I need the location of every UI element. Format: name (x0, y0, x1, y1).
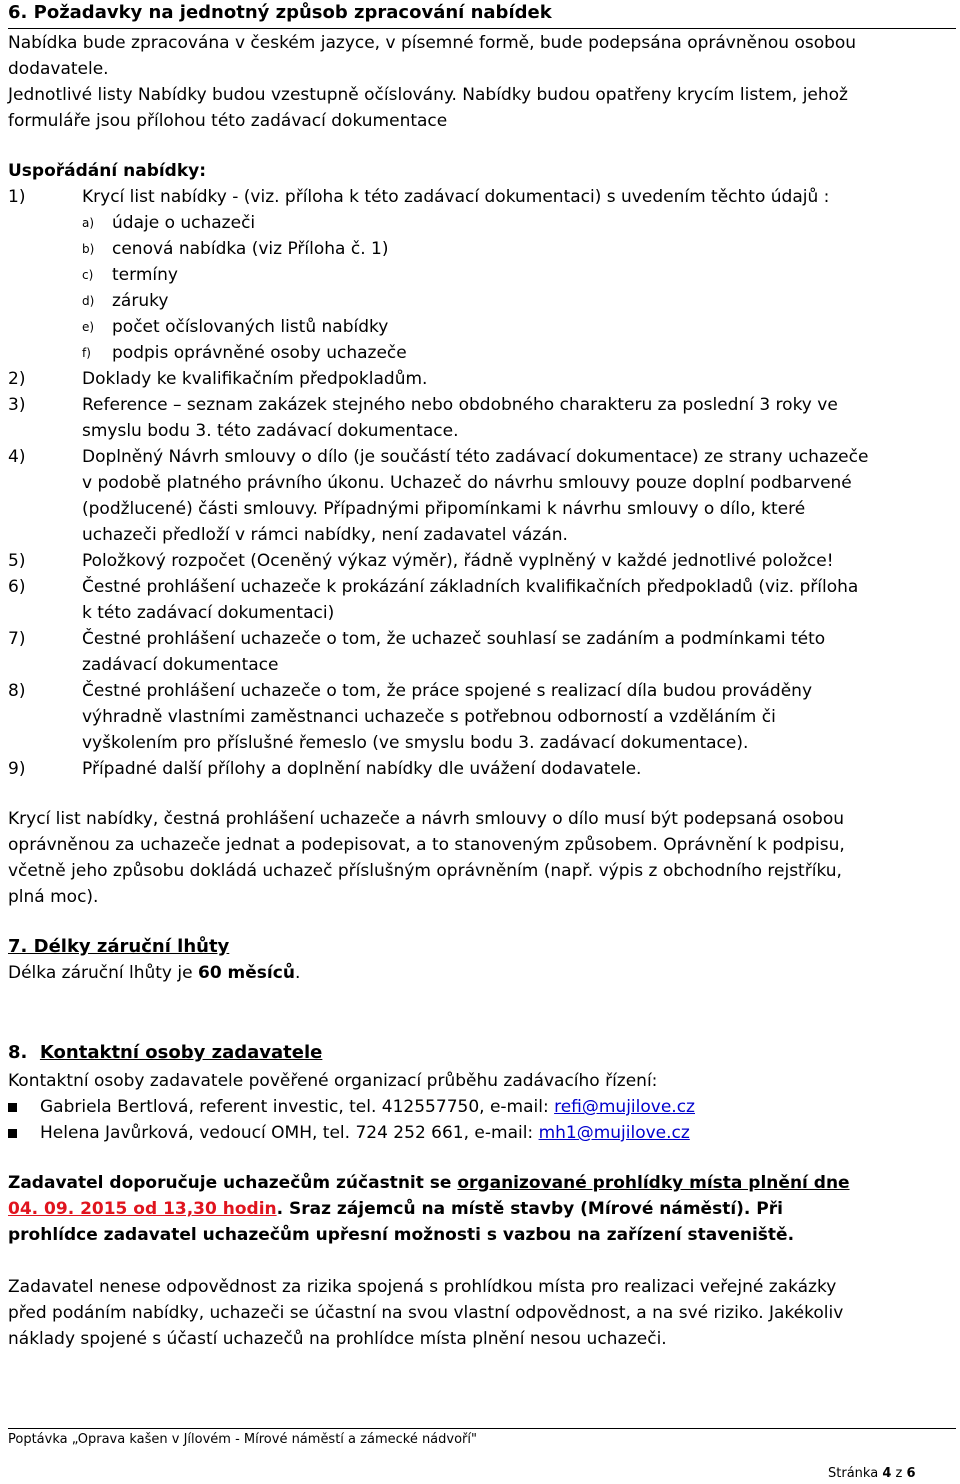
list-item-4-cont-2: (podžlucené) části smlouvy. Případnými připomínkami k návrhu smlouvy o dílo, které (82, 499, 806, 519)
section-rule (8, 28, 956, 29)
email-link-mh1[interactable]: mh1@mujilove.cz (538, 1123, 690, 1143)
list-item-4-cont-3: uchazeči předloží v rámci nabídky, není zadavatel vázán. (82, 525, 568, 545)
item-number: 1) (8, 187, 26, 207)
inspection-date: 04. 09. 2015 od 13,30 hodin (8, 1199, 277, 1219)
footer-rule (8, 1428, 956, 1429)
sub-text: počet očíslovaných listů nabídky (112, 317, 389, 337)
bullet-icon (8, 1129, 17, 1138)
intro-line-1: Nabídka bude zpracována v českém jazyce, v písemné formě, bude podepsána oprávněnou osobou (8, 33, 857, 53)
item-number: 4) (8, 447, 26, 467)
arrangement-heading: Uspořádání nabídky: (8, 161, 207, 181)
item-number: 2) (8, 369, 26, 389)
sub-label: c) (82, 268, 94, 282)
list-item-3 (8, 392, 838, 418)
section-8-title (8, 1040, 322, 1066)
list-item-4 (8, 444, 868, 470)
sub-item-e (82, 314, 388, 340)
sub-item-b (82, 236, 388, 262)
item-number: 5) (8, 551, 26, 571)
list-item-4-cont-1: v podobě platného právního úkonu. Uchazeč do návrhu smlouvy pouze doplní podbarvené (82, 473, 852, 493)
section-8-number: 8. (8, 1042, 28, 1063)
list-item-6 (8, 574, 858, 600)
section-7-title: 7. Délky záruční lhůty (8, 936, 230, 957)
item-text: Krycí list nabídky - (viz. příloha k této zadávací dokumentaci) s uvedením těchto údajů : (82, 187, 830, 207)
list-item-8-cont-2: vyškolením pro příslušné řemeslo (ve smyslu bodu 3. zadávací dokumentace). (82, 733, 749, 753)
inspection-line-1 (8, 1170, 850, 1196)
list-item-6-cont: k této zadávací dokumentaci) (82, 603, 335, 623)
sub-item-d (82, 288, 168, 314)
sub-item-f (82, 340, 407, 366)
sub-label: e) (82, 320, 95, 334)
item-number: 8) (8, 681, 26, 701)
item-text: Položkový rozpočet (Oceněný výkaz výměr), řádně vyplněný v každé jednotlivé položce! (82, 551, 834, 571)
contact-text: Helena Javůrková, vedoucí OMH, tel. 724 252 661, e-mail: (40, 1123, 539, 1143)
signature-paragraph-line-3: včetně jeho způsobu dokládá uchazeč příslušným oprávněním (např. výpis z obchodního rejstříku, (8, 861, 842, 881)
page-sep: z (891, 1466, 907, 1481)
list-item-9 (8, 756, 641, 782)
intro-line-2: dodavatele. (8, 59, 109, 79)
sub-text: údaje o uchazeči (112, 213, 256, 233)
intro-line-4: formuláře jsou přílohou této zadávací dokumentace (8, 111, 448, 131)
sub-text: cenová nabídka (viz Příloha č. 1) (112, 239, 389, 259)
contact-item-1 (8, 1094, 695, 1120)
item-text: Případné další přílohy a doplnění nabídky dle uvážení dodavatele. (82, 759, 642, 779)
list-item-3-cont: smyslu bodu 3. této zadávací dokumentace. (82, 421, 459, 441)
list-item-1 (8, 184, 829, 210)
item-number: 3) (8, 395, 26, 415)
signature-paragraph-line-2: oprávněnou za uchazeče jednat a podepisovat, a to stanoveným způsobem. Oprávnění k podpisu, (8, 835, 845, 855)
sub-item-a (82, 210, 255, 236)
intro-line-3: Jednotlivé listy Nabídky budou vzestupně očíslovány. Nabídky budou opatřeny krycím listem, jehož (8, 85, 848, 105)
section-8-heading: Kontaktní osoby zadavatele (39, 1042, 323, 1063)
item-number: 9) (8, 759, 26, 779)
sub-label: f) (82, 346, 91, 360)
sub-item-c (82, 262, 178, 288)
footer-title: Poptávka „Oprava kašen v Jílovém - Mírové náměstí a zámecké nádvoří" (8, 1432, 477, 1447)
sub-text: podpis oprávněné osoby uchazeče (112, 343, 407, 363)
list-item-7 (8, 626, 825, 652)
list-item-2 (8, 366, 427, 392)
page-label: Stránka (828, 1466, 883, 1481)
list-item-8-cont-1: výhradně vlastními zaměstnanci uchazeče s potřebnou odborností a vzděláním či (82, 707, 776, 727)
sub-label: d) (82, 294, 95, 308)
liability-line-3: náklady spojené s účastí uchazečů na prohlídce místa plnění nesou uchazeči. (8, 1329, 667, 1349)
page-current: 4 (882, 1466, 892, 1481)
sub-text: termíny (112, 265, 178, 285)
signature-paragraph-line-1: Krycí list nabídky, čestná prohlášení uchazeče a návrh smlouvy o dílo musí být podepsaná osobou (8, 809, 845, 829)
liability-line-1: Zadavatel nenese odpovědnost za rizika spojená s prohlídkou místa pro realizaci veřejné zakázky (8, 1277, 837, 1297)
sub-label: a) (82, 216, 95, 230)
warranty-text (8, 960, 300, 986)
warranty-text-pre: Délka záruční lhůty je (8, 963, 198, 983)
list-item-8 (8, 678, 812, 704)
item-text: Doplněný Návrh smlouvy o dílo (je součástí této zadávací dokumentace) ze strany uchazeče (82, 447, 869, 467)
item-text: Čestné prohlášení uchazeče o tom, že práce spojené s realizací díla budou prováděny (82, 681, 813, 701)
contact-item-2 (8, 1120, 690, 1146)
sub-label: b) (82, 242, 95, 256)
inspection-line-2 (8, 1196, 783, 1222)
contact-text: Gabriela Bertlová, referent investic, tel. 412557750, e-mail: (40, 1097, 555, 1117)
item-number: 7) (8, 629, 26, 649)
page-number (828, 1466, 916, 1481)
item-text: Čestné prohlášení uchazeče k prokázání základních kvalifikačních předpokladů (viz. příloha (82, 577, 859, 597)
contacts-intro: Kontaktní osoby zadavatele pověřené organizací průběhu zadávacího řízení: (8, 1071, 658, 1091)
inspection-meeting: . Sraz zájemců na místě stavby (Mírové náměstí). Při (276, 1199, 783, 1219)
item-text: Reference – seznam zakázek stejného nebo obdobného charakteru za poslední 3 roky ve (82, 395, 838, 415)
liability-line-2: před podáním nabídky, uchazeči se účastní na svou vlastní odpovědnost, a na své riziko. Jakékoliv (8, 1303, 844, 1323)
inspection-line-3: prohlídce zadavatel uchazečům upřesní možnosti s vazbou na zařízení staveniště. (8, 1225, 795, 1245)
item-text: Čestné prohlášení uchazeče o tom, že uchazeč souhlasí se zadáním a podmínkami této (82, 629, 826, 649)
sub-text: záruky (112, 291, 169, 311)
signature-paragraph-line-4: plná moc). (8, 887, 99, 907)
item-number: 6) (8, 577, 26, 597)
page-total: 6 (906, 1466, 916, 1481)
warranty-months: 60 měsíců (197, 963, 295, 983)
inspection-underlined: organizované prohlídky místa plnění dne (457, 1173, 850, 1193)
list-item-7-cont: zadávací dokumentace (82, 655, 279, 675)
bullet-icon (8, 1103, 17, 1112)
list-item-5 (8, 548, 834, 574)
inspection-text: Zadavatel doporučuje uchazečům zúčastnit se (8, 1173, 458, 1193)
item-text: Doklady ke kvalifikačním předpokladům. (82, 369, 428, 389)
section-6-title: 6. Požadavky na jednotný způsob zpracování nabídek (8, 2, 552, 23)
warranty-text-post: . (294, 963, 301, 983)
email-link-refi[interactable]: refi@mujilove.cz (554, 1097, 695, 1117)
